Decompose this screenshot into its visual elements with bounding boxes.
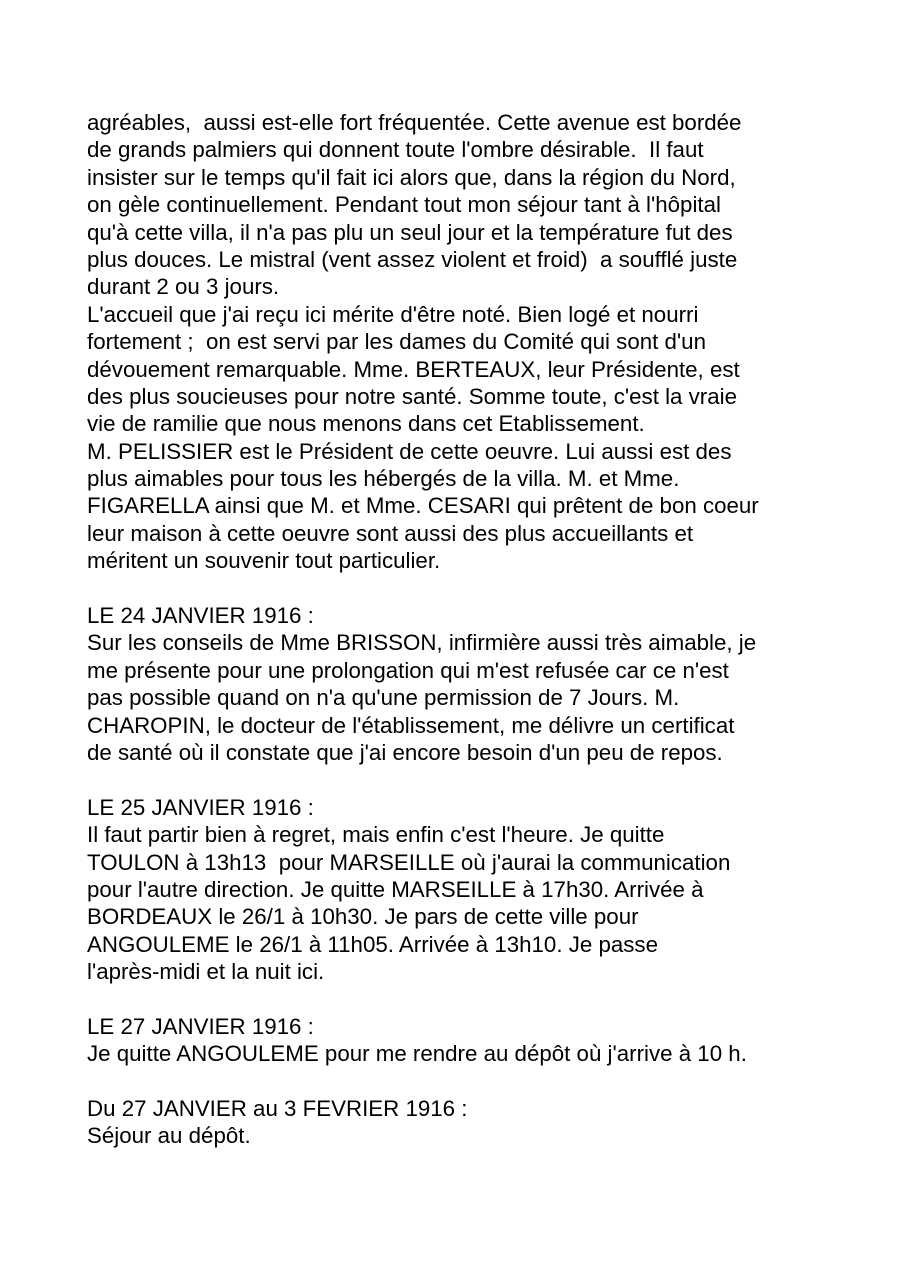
text-line: Il faut partir bien à regret, mais enfin c'est l'heure. Je quitte: [87, 822, 665, 848]
text-line: plus douces. Le mistral (vent assez violent et froid) a soufflé juste: [87, 246, 738, 272]
text-line: méritent un souvenir tout particulier.: [87, 548, 441, 574]
entry-27-janvier-3-fevrier: [87, 1095, 847, 1150]
paragraph-spacer: [87, 1068, 847, 1095]
entry-heading: LE 25 JANVIER 1916 :: [87, 794, 314, 820]
entry-27-janvier: [87, 1013, 847, 1068]
paragraph-spacer: [87, 986, 847, 1013]
text-line: de santé où il constate que j'ai encore besoin d'un peu de repos.: [87, 739, 723, 765]
text-line: me présente pour une prolongation qui m'est refusée car ce n'est: [87, 657, 729, 683]
text-line: qu'à cette villa, il n'a pas plu un seul jour et la température fut des: [87, 219, 733, 245]
entry-heading: LE 27 JANVIER 1916 :: [87, 1013, 314, 1039]
text-line: on gèle continuellement. Pendant tout mon séjour tant à l'hôpital: [87, 192, 721, 218]
text-line: CHAROPIN, le docteur de l'établissement, me délivre un certificat: [87, 712, 735, 738]
text-line: leur maison à cette oeuvre sont aussi des plus accueillants et: [87, 520, 694, 546]
entry-heading: Du 27 JANVIER au 3 FEVRIER 1916 :: [87, 1096, 468, 1122]
entry-heading: LE 24 JANVIER 1916 :: [87, 603, 314, 629]
text-line: insister sur le temps qu'il fait ici alors que, dans la région du Nord,: [87, 164, 736, 190]
paragraph-villa-description: [87, 109, 847, 301]
text-line: fortement ; on est servi par les dames du Comité qui sont d'un: [87, 329, 706, 355]
paragraph-accueil: [87, 301, 847, 438]
document-page: [87, 109, 847, 1150]
text-line: L'accueil que j'ai reçu ici mérite d'être noté. Bien logé et nourri: [87, 301, 699, 327]
text-line: de grands palmiers qui donnent toute l'ombre désirable. Il faut: [87, 137, 704, 163]
entry-24-janvier: [87, 602, 847, 766]
text-line: BORDEAUX le 26/1 à 10h30. Je pars de cette ville pour: [87, 904, 639, 930]
text-line: des plus soucieuses pour notre santé. Somme toute, c'est la vraie: [87, 383, 737, 409]
text-line: M. PELISSIER est le Président de cette oeuvre. Lui aussi est des: [87, 438, 732, 464]
text-line: pour l'autre direction. Je quitte MARSEILLE à 17h30. Arrivée à: [87, 876, 704, 902]
text-line: agréables, aussi est-elle fort fréquentée. Cette avenue est bordée: [87, 110, 742, 135]
text-line: Séjour au dépôt.: [87, 1123, 251, 1149]
paragraph-president: [87, 438, 847, 575]
text-line: plus aimables pour tous les hébergés de la villa. M. et Mme.: [87, 466, 680, 492]
text-line: dévouement remarquable. Mme. BERTEAUX, leur Présidente, est: [87, 356, 740, 382]
text-line: TOULON à 13h13 pour MARSEILLE où j'aurai la communication: [87, 849, 731, 875]
text-line: pas possible quand on n'a qu'une permission de 7 Jours. M.: [87, 685, 680, 711]
text-line: ANGOULEME le 26/1 à 11h05. Arrivée à 13h10. Je passe: [87, 931, 658, 957]
text-line: vie de ramilie que nous menons dans cet Etablissement.: [87, 411, 645, 437]
entry-25-janvier: [87, 794, 847, 986]
paragraph-spacer: [87, 766, 847, 793]
text-line: Sur les conseils de Mme BRISSON, infirmière aussi très aimable, je: [87, 630, 757, 656]
text-line: l'après-midi et la nuit ici.: [87, 959, 325, 985]
text-line: FIGARELLA ainsi que M. et Mme. CESARI qui prêtent de bon coeur: [87, 493, 759, 519]
text-line: durant 2 ou 3 jours.: [87, 274, 280, 300]
paragraph-spacer: [87, 575, 847, 602]
text-line: Je quitte ANGOULEME pour me rendre au dépôt où j'arrive à 10 h.: [87, 1041, 747, 1067]
